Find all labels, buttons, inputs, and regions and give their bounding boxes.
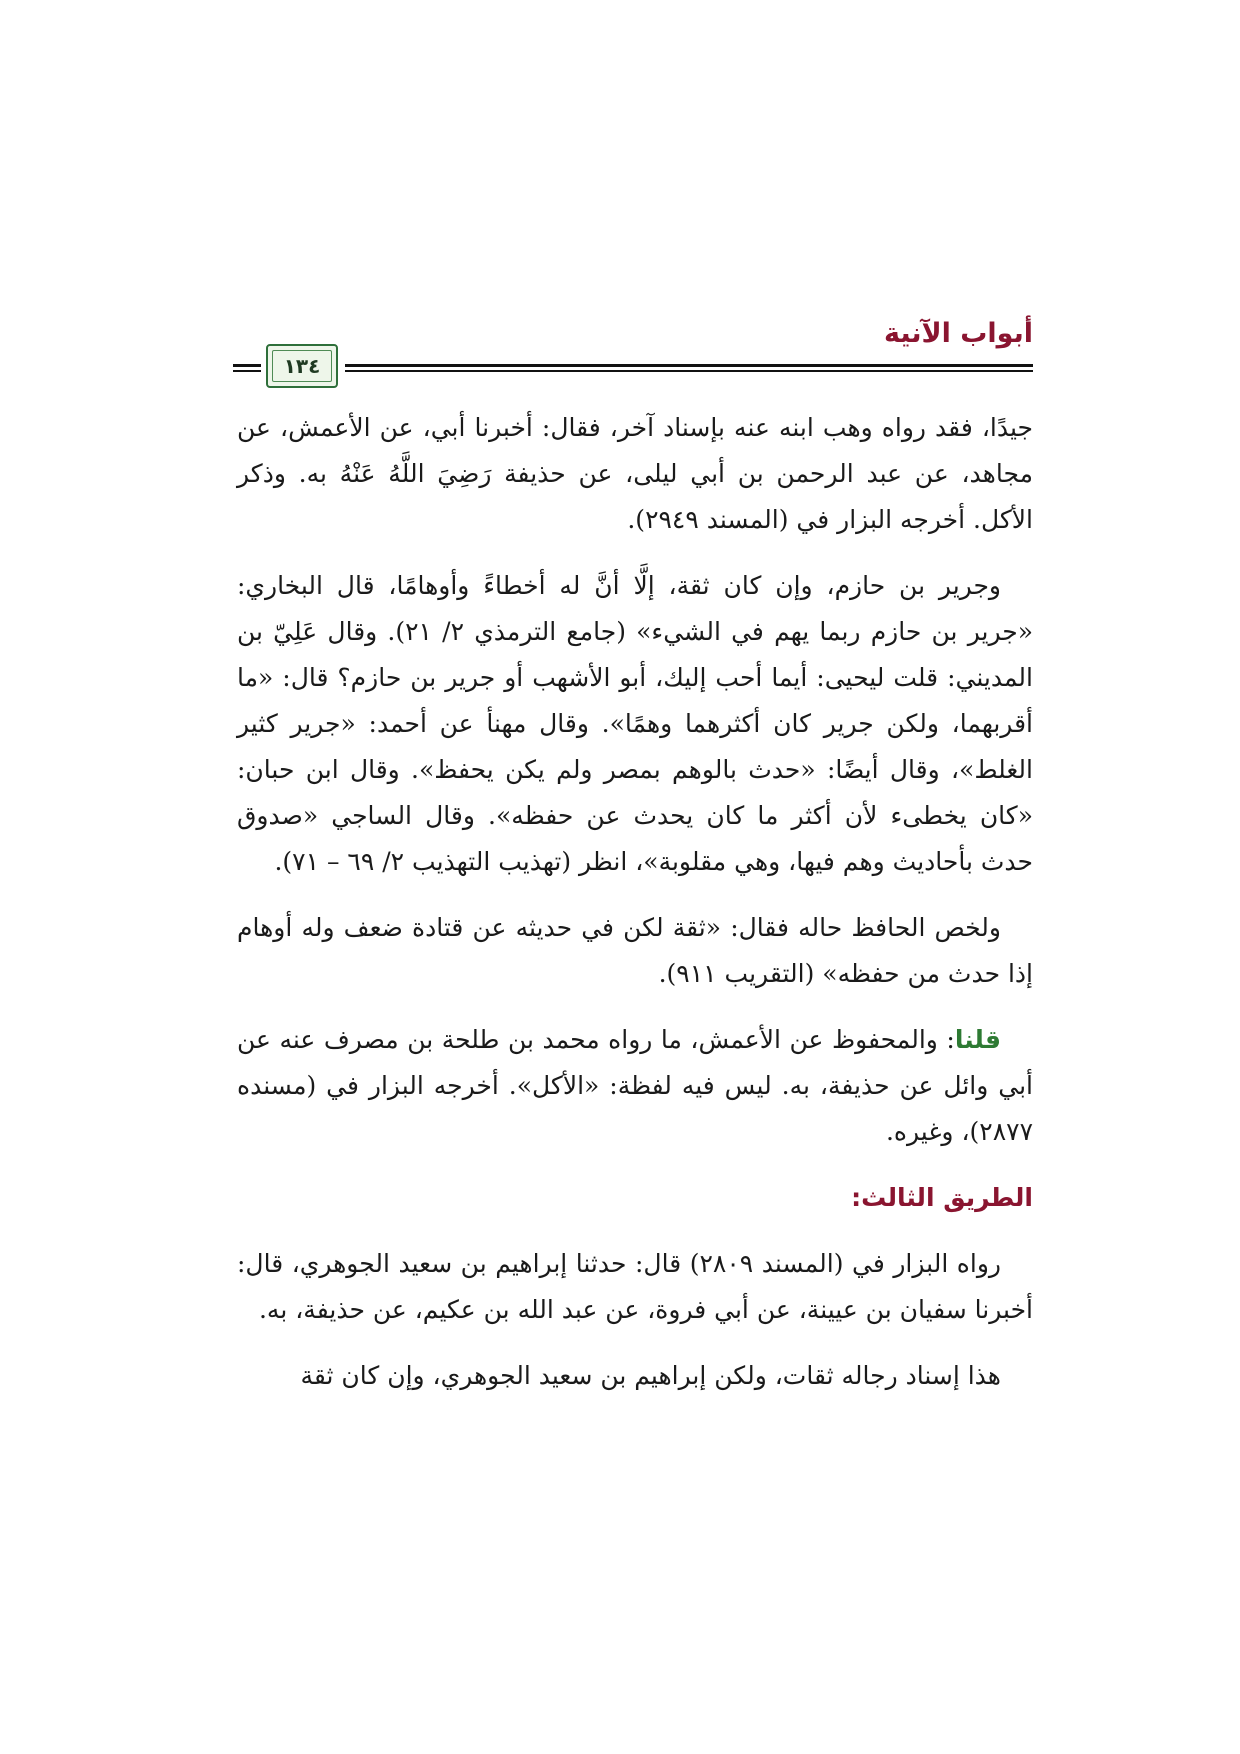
- page-number-frame: [266, 344, 338, 388]
- qulna-lead-word: قلنا: [954, 1025, 1001, 1054]
- paragraph-4: [237, 1017, 1033, 1155]
- chapter-title: أبواب الآنية: [883, 318, 1033, 349]
- paragraph-5: رواه البزار في (المسند ٢٨٠٩) قال: حدثنا إبراهيم بن سعيد الجوهري، قال: أخبرنا سفيان بن عيينة، عن أبي فروة، عن عبد الله بن عكيم، عن حذيفة، به.: [237, 1249, 1033, 1324]
- paragraph-1: جيدًا، فقد رواه وهب ابنه عنه بإسناد آخر، فقال: أخبرنا أبي، عن الأعمش، عن مجاهد، عن عبد الرحمن بن أبي ليلى، عن حذيفة رَضِيَ اللَّهُ عَنْهُ به. وذكر الأكل. أخرجه البزار في (المسند ٢٩٤٩).: [237, 413, 1033, 534]
- page-body: [237, 405, 1033, 1419]
- paragraph-2: وجرير بن حازم، وإن كان ثقة، إلَّا أنَّ له أخطاءً وأوهامًا، قال البخاري: «جرير بن حازم ربما يهم في الشيء» (جامع الترمذي ٢/ ٢١). وقال عَلِيّ بن المديني: قلت ليحيى: أيما أحب إليك، أبو الأشهب أو جرير بن حازم؟ قال: «ما أقربهما، ولكن جرير كان أكثرهما وهمًا». وقال مهنأ عن أحمد: «جرير كثير الغلط»، وقال أيضًا: «حدث بالوهم بمصر ولم يكن يحفظ». وقال ابن حبان: «كان يخطىء لأن أكثر ما كان يحدث عن حفظه». وقال الساجي «صدوق حدث بأحاديث وهم فيها، وهي مقلوبة»، انظر (تهذيب التهذيب ٢/ ٦٩ – ٧١).: [237, 571, 1033, 876]
- header-rule-left-thin: [233, 370, 261, 372]
- header-rule-thick: [345, 364, 1033, 367]
- page-header: [233, 318, 1033, 388]
- paragraph-6: هذا إسناد رجاله ثقات، ولكن إبراهيم بن سعيد الجوهري، وإن كان ثقة: [300, 1361, 1001, 1390]
- paragraph-4-text: : والمحفوظ عن الأعمش، ما رواه محمد بن طلحة بن مصرف عنه عن أبي وائل عن حذيفة، به. ليس فيه لفظة: «الأكل». أخرجه البزار في (مسنده ٢٨٧٧)، وغيره.: [237, 1025, 1033, 1146]
- header-rule-thin: [345, 370, 1033, 372]
- page-number: ١٣٤: [283, 354, 321, 378]
- paragraph-3: ولخص الحافظ حاله فقال: «ثقة لكن في حديثه عن قتادة ضعف وله أوهام إذا حدث من حفظه» (التقريب ٩١١).: [237, 913, 1033, 988]
- header-rule-left-thick: [233, 364, 261, 367]
- section-heading: الطريق الثالث:: [851, 1183, 1033, 1212]
